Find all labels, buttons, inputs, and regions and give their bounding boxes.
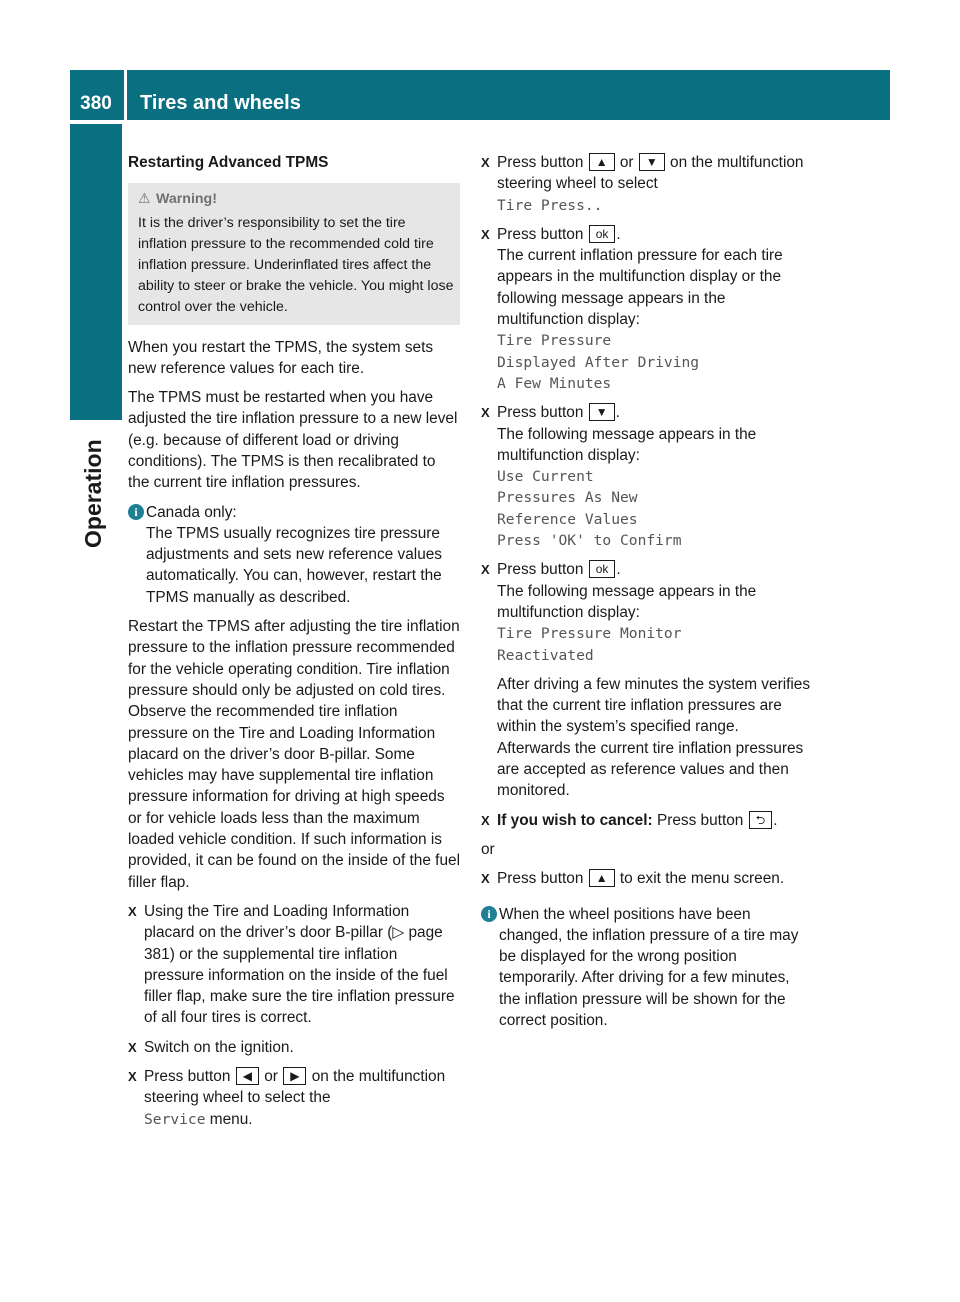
step-item: X If you wish to cancel: Press button ⮌ .	[481, 810, 815, 831]
key-up-icon: ▲	[589, 869, 615, 887]
display-text: Press 'OK' to Confirm	[497, 532, 682, 550]
step-item: X Using the Tire and Loading Information placard on the driver’s door B-pillar (▷ page 381) or the supplemental tire inflation pressure information on the inside of the fuel filler flap, make sure the tire inflation pressure of all four tires is correct.	[128, 902, 455, 1027]
menu-name: Service	[144, 1110, 206, 1128]
key-left-icon: ◀	[236, 1067, 259, 1085]
step-marker-icon: X	[128, 1039, 137, 1055]
note-text: The TPMS usually recognizes tire pressure adjustments and sets new reference values automatically. You can, however, restart the TPMS manually as described.	[146, 524, 443, 606]
key-ok-icon: ok	[589, 225, 616, 243]
step-marker-icon: X	[481, 562, 490, 578]
warning-box	[128, 183, 460, 324]
info-note	[128, 502, 460, 608]
step-marker-icon: X	[481, 871, 490, 887]
info-icon: i	[481, 906, 497, 922]
display-text: Displayed After Driving	[497, 353, 700, 371]
paragraph: Restart the TPMS after adjusting the tire inflation pressure to the inflation pressure recommended for the vehicle operating condition. Tire inflation pressure should only be adjusted on cold tires. Observe the recommended tire inflation pressure on the Tire and Loading Information placard on the driver’s door B-pillar. Some vehicles may have supplemental tire inflation pressure information for driving at high speeds or for vehicle loads less than the maximum loaded vehicle condition. If such information is provided, it can be found on the inside of the fuel filler flap.	[128, 618, 460, 891]
section-heading: Restarting Advanced TPMS	[128, 154, 329, 171]
step-marker-icon: X	[128, 903, 137, 919]
paragraph: The TPMS must be restarted when you have adjusted the tire inflation pressure to a new level (e.g. because of different load or driving conditions). The TPMS is then recalibrated to the current tire inflation pressures.	[128, 389, 458, 492]
display-text: Reference Values	[497, 510, 638, 528]
display-text: Tire Pressure	[497, 332, 612, 350]
step-item: X Press button ◀ or ▶ on the multifunction steering wheel to select the Service menu.	[128, 1068, 446, 1128]
display-text: Use Current	[497, 468, 594, 486]
step-item: X Press button ▼ . The following message appears in the multifunction display: Use Current Pressures As New Reference Values Press 'OK' to Confirm	[481, 404, 757, 550]
side-label: Operation	[80, 439, 106, 548]
step-marker-icon: X	[481, 226, 490, 242]
key-back-icon: ⮌	[749, 811, 773, 829]
right-column	[481, 152, 815, 1039]
key-right-icon: ▶	[283, 1067, 306, 1085]
warning-title: ⚠ Warning!	[138, 189, 458, 210]
display-text: Tire Pressure Monitor	[497, 625, 682, 643]
display-text: A Few Minutes	[497, 374, 612, 392]
step-item: X Press button ▲ or ▼ on the multifunction steering wheel to select Tire Press..	[481, 154, 804, 214]
step-item: X Press button ok . The current inflation pressure for each tire appears in the multifunction display or the following message appears in the multifunction display: Tire Pressure Displayed After Driving A Few Minutes	[481, 225, 783, 392]
step-item: X Switch on the ignition.	[128, 1037, 460, 1058]
note-lead: Canada only:	[146, 503, 237, 521]
warning-triangle-icon: ⚠	[138, 191, 151, 208]
step-marker-icon: X	[481, 405, 490, 421]
key-up-icon: ▲	[589, 153, 615, 171]
step-detail: After driving a few minutes the system verifies that the current tire inflation pressures are within the system’s specified range. Afterwards the current tire inflation pressures are accepted as reference values and then monitored.	[497, 675, 811, 800]
step-marker-icon: X	[481, 155, 490, 170]
warning-text: It is the driver’s responsibility to set the tire inflation pressure to the recommended cold tire inflation pressure. Underinflated tires affect the ability to steer or brake the vehicle. You might lose control over the vehicle.	[138, 214, 454, 316]
display-text: Tire Press..	[497, 196, 603, 214]
display-text: Pressures As New	[497, 489, 638, 507]
info-note	[481, 904, 815, 1032]
note-text: When the wheel positions have been changed, the inflation pressure of a tire may be displayed for the wrong position temporarily. After driving for a few minutes, the inflation pressure will be shown for the correct position.	[499, 905, 799, 1029]
step-marker-icon: X	[481, 812, 490, 828]
or-text: or	[481, 840, 495, 858]
paragraph: When you restart the TPMS, the system sets new reference values for each tire.	[128, 338, 434, 377]
display-text: Reactivated	[497, 646, 594, 664]
key-down-icon: ▼	[639, 153, 665, 171]
info-icon: i	[128, 504, 144, 520]
key-ok-icon: ok	[589, 560, 616, 578]
side-tab	[70, 124, 122, 420]
header-separator	[124, 70, 127, 120]
key-down-icon: ▼	[589, 403, 615, 421]
step-item: X Press button ▲ to exit the menu screen.	[481, 868, 815, 889]
step-item: X Press button ok . The following message appears in the multifunction display: Tire Pressure Monitor Reactivated After driving a few minutes the system verifies that the current tire inflation pressures are within the system’s specified range. Afterwards the current tire inflation pressures are accepted as reference values and then monitored.	[481, 559, 815, 801]
page-reference-link[interactable]: ▷ page 381	[144, 924, 443, 963]
left-column	[128, 152, 460, 1138]
page-number: 380	[80, 93, 112, 114]
step-marker-icon: X	[128, 1069, 137, 1085]
chapter-title: Tires and wheels	[140, 92, 301, 114]
